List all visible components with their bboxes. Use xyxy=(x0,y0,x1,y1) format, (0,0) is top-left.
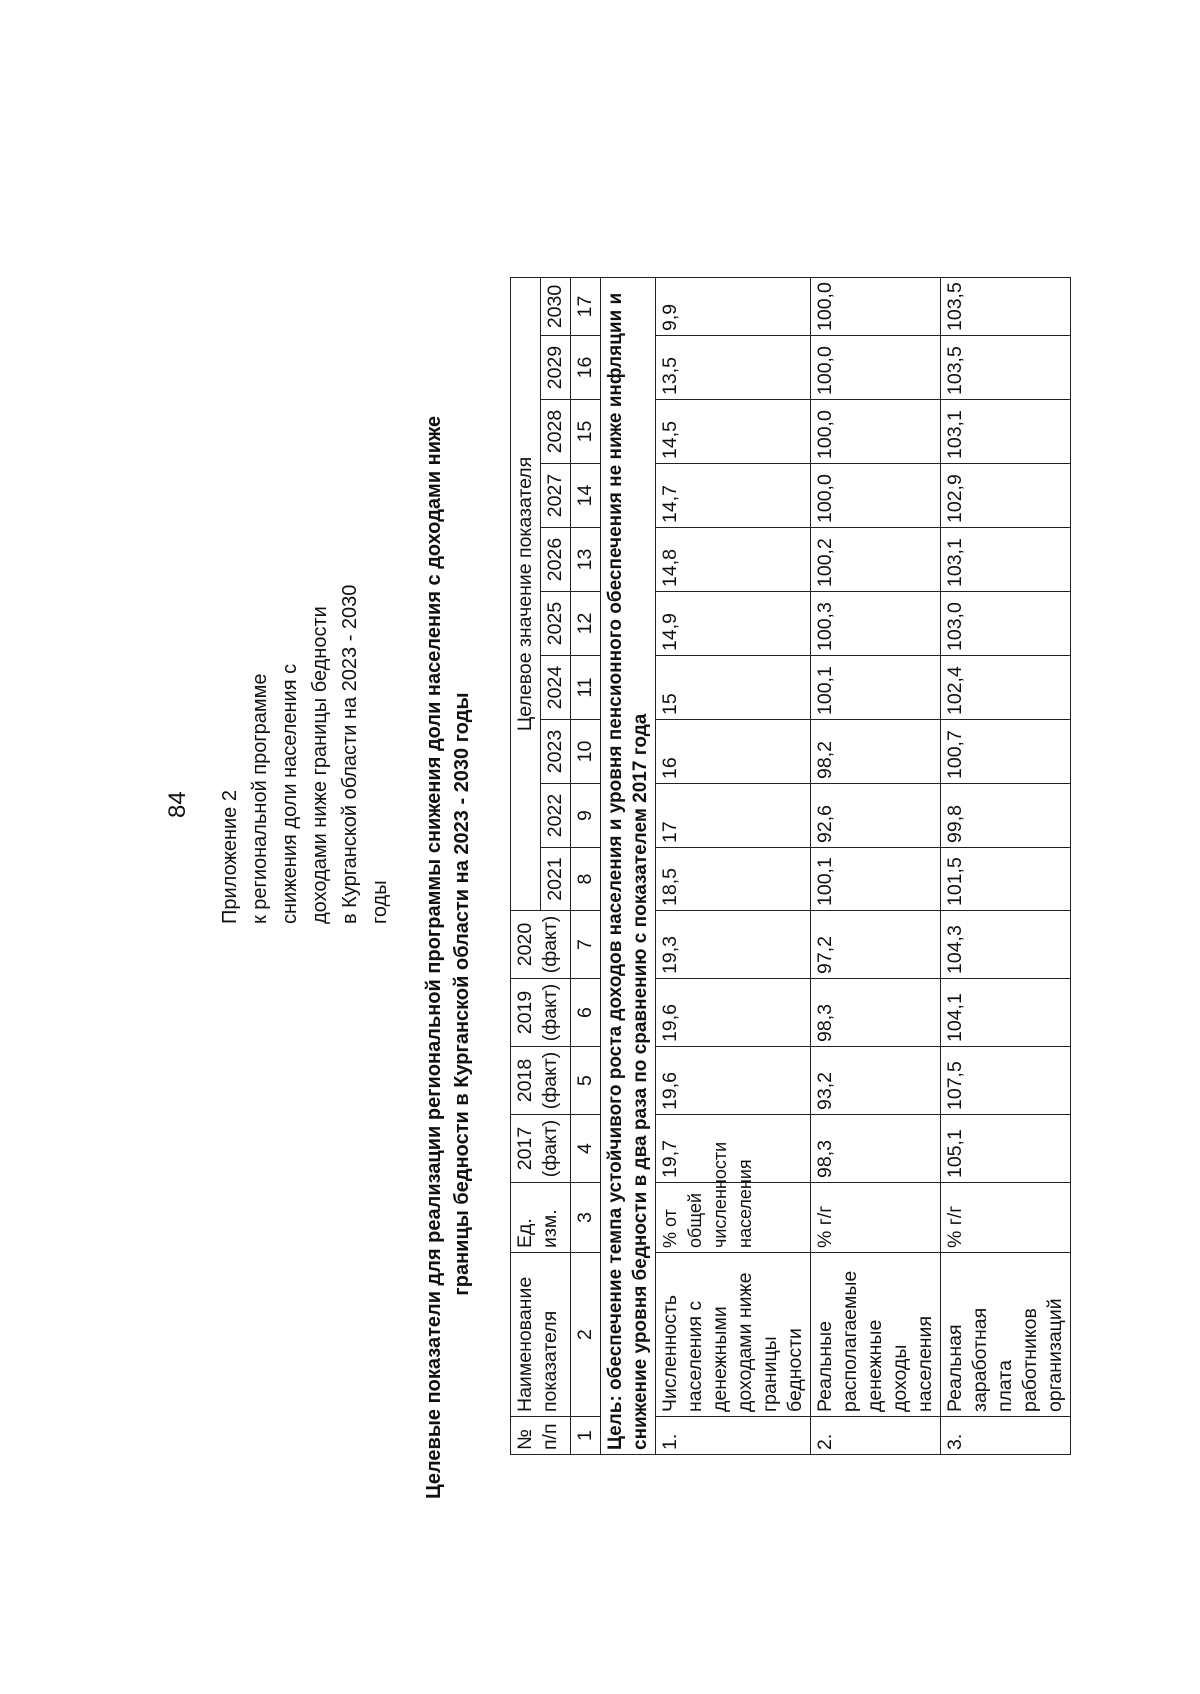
table-row xyxy=(656,277,811,1454)
column-number: 15 xyxy=(571,400,601,464)
row-value: 103,1 xyxy=(941,400,1071,464)
row-value: 103,1 xyxy=(941,528,1071,592)
row-value: 102,9 xyxy=(941,464,1071,528)
column-number-row xyxy=(571,277,601,1454)
row-value: 100,1 xyxy=(811,656,941,720)
title-line-2: границы бедности в Курганской области на 2023 - 2030 годы xyxy=(451,692,473,1296)
row-value: 105,1 xyxy=(941,1115,1071,1183)
column-number: 2 xyxy=(571,1253,601,1417)
annex-line: к региональной программе xyxy=(249,673,271,924)
row-no: 1. xyxy=(656,1417,811,1455)
annex-line: снижения доли населения с xyxy=(279,663,301,924)
row-value: 98,3 xyxy=(811,1115,941,1183)
header-year: 2028 xyxy=(541,400,571,464)
header-year: 2026 xyxy=(541,528,571,592)
row-unit: % от общей численности населения xyxy=(656,1183,811,1253)
column-number: 7 xyxy=(571,911,601,979)
row-value: 17 xyxy=(656,784,811,848)
row-name: Реальные располагаемые денежные доходы населения xyxy=(811,1253,941,1417)
header-year: 2024 xyxy=(541,656,571,720)
row-value: 14,8 xyxy=(656,528,811,592)
row-value: 104,3 xyxy=(941,911,1071,979)
row-value: 19,7 xyxy=(656,1115,811,1183)
row-value: 16 xyxy=(656,720,811,784)
header-year: 2027 xyxy=(541,464,571,528)
row-value: 107,5 xyxy=(941,1047,1071,1115)
annex-line: годы xyxy=(369,880,391,924)
row-value: 100,1 xyxy=(811,848,941,911)
column-number: 17 xyxy=(571,277,601,335)
row-value: 98,2 xyxy=(811,720,941,784)
annex-header xyxy=(215,524,395,924)
annex-line: в Курганской области на 2023 - 2030 xyxy=(339,584,361,924)
row-value: 14,5 xyxy=(656,400,811,464)
row-value: 92,6 xyxy=(811,784,941,848)
row-no: 3. xyxy=(941,1417,1071,1455)
header-year: 2025 xyxy=(541,592,571,656)
header-year: 2021 xyxy=(541,848,571,911)
indicators-table xyxy=(510,277,1071,1455)
row-value: 104,1 xyxy=(941,979,1071,1047)
row-value: 100,0 xyxy=(811,400,941,464)
row-value: 102,4 xyxy=(941,656,1071,720)
table-row xyxy=(941,277,1071,1454)
row-no: 2. xyxy=(811,1417,941,1455)
row-value: 100,2 xyxy=(811,528,941,592)
column-number: 3 xyxy=(571,1183,601,1253)
header-year: 2022 xyxy=(541,784,571,848)
column-number: 1 xyxy=(571,1417,601,1455)
header-year: 2030 xyxy=(541,277,571,335)
header-fact-2020: 2020 (факт) xyxy=(511,911,571,979)
document-title xyxy=(420,415,476,1499)
table-row xyxy=(811,277,941,1454)
row-value: 97,2 xyxy=(811,911,941,979)
row-value: 100,0 xyxy=(811,277,941,335)
column-number: 13 xyxy=(571,528,601,592)
header-name: Наименование показателя xyxy=(511,1253,571,1417)
row-unit: % г/г xyxy=(941,1183,1071,1253)
row-value: 98,3 xyxy=(811,979,941,1047)
header-year: 2029 xyxy=(541,336,571,400)
column-number: 14 xyxy=(571,464,601,528)
goal-row xyxy=(601,277,656,1454)
row-value: 19,3 xyxy=(656,911,811,979)
header-fact-2019: 2019 (факт) xyxy=(511,979,571,1047)
annex-line: доходами ниже границы бедности xyxy=(309,606,331,924)
column-number: 11 xyxy=(571,656,601,720)
row-value: 93,2 xyxy=(811,1047,941,1115)
column-number: 12 xyxy=(571,592,601,656)
title-line-1: Целевые показатели для реализации региональной программы снижения доли населения с доходами ниже xyxy=(423,415,445,1499)
row-value: 99,8 xyxy=(941,784,1071,848)
row-value: 100,0 xyxy=(811,464,941,528)
column-number: 16 xyxy=(571,336,601,400)
row-name: Численность населения с денежными доходами ниже границы бедности xyxy=(656,1253,811,1417)
row-value: 101,5 xyxy=(941,848,1071,911)
header-row xyxy=(511,277,541,1454)
row-value: 100,0 xyxy=(811,336,941,400)
row-value: 19,6 xyxy=(656,979,811,1047)
row-value: 14,9 xyxy=(656,592,811,656)
header-unit: Ед. изм. xyxy=(511,1183,571,1253)
header-fact-2018: 2018 (факт) xyxy=(511,1047,571,1115)
goal-text: Цель: обеспечение темпа устойчивого роста доходов населения и уровня пенсионного обеспечения не ниже инфляции и снижение уровня бедности в два раза по сравнению с показателем 2017 года xyxy=(601,277,656,1454)
column-number: 4 xyxy=(571,1115,601,1183)
row-value: 103,5 xyxy=(941,277,1071,335)
page-number: 84 xyxy=(164,791,191,818)
row-value: 14,7 xyxy=(656,464,811,528)
row-value: 103,5 xyxy=(941,336,1071,400)
annex-line: Приложение 2 xyxy=(219,790,241,924)
row-value: 19,6 xyxy=(656,1047,811,1115)
row-value: 13,5 xyxy=(656,336,811,400)
row-value: 100,7 xyxy=(941,720,1071,784)
column-number: 6 xyxy=(571,979,601,1047)
row-value: 18,5 xyxy=(656,848,811,911)
row-value: 9,9 xyxy=(656,277,811,335)
header-year: 2023 xyxy=(541,720,571,784)
column-number: 8 xyxy=(571,848,601,911)
row-value: 100,3 xyxy=(811,592,941,656)
header-fact-2017: 2017 (факт) xyxy=(511,1115,571,1183)
row-name: Реальная заработная плата работников организаций xyxy=(941,1253,1071,1417)
column-number: 9 xyxy=(571,784,601,848)
row-unit: % г/г xyxy=(811,1183,941,1253)
row-value: 15 xyxy=(656,656,811,720)
row-value: 103,0 xyxy=(941,592,1071,656)
header-target-group: Целевое значение показателя xyxy=(511,277,541,910)
header-no: № п/п xyxy=(511,1417,571,1455)
column-number: 10 xyxy=(571,720,601,784)
column-number: 5 xyxy=(571,1047,601,1115)
